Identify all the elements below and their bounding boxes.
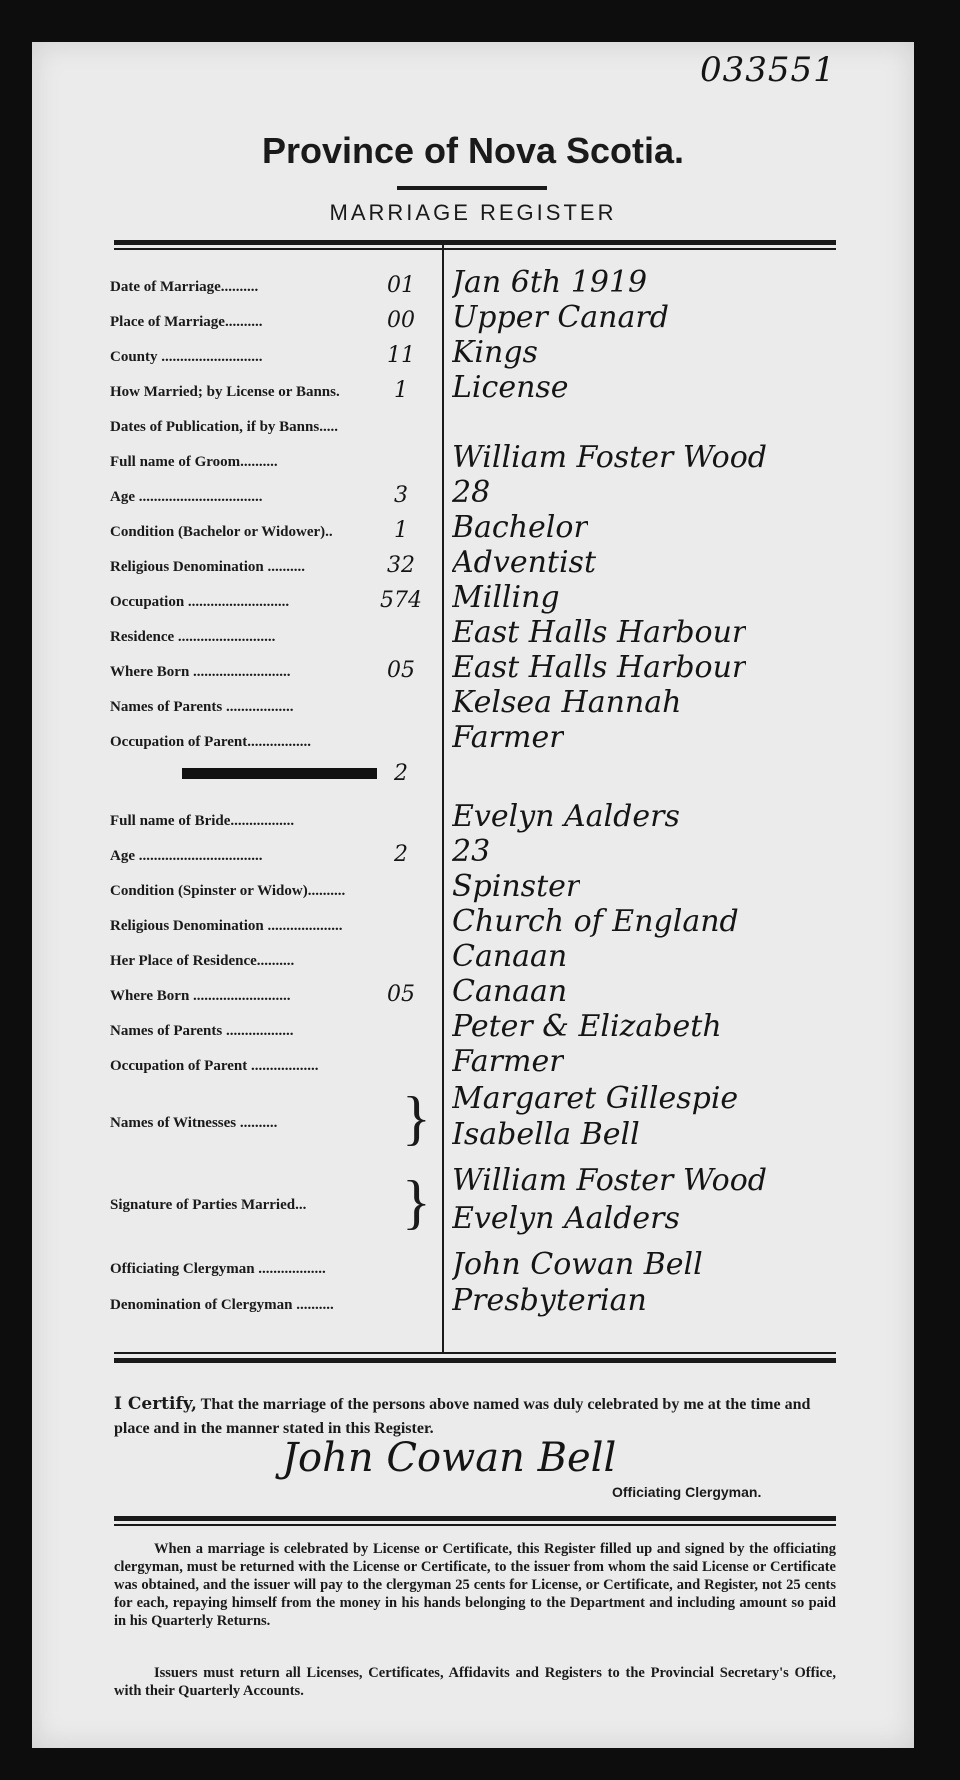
field-value: Farmer <box>452 720 564 755</box>
certify-text: That the marriage of the persons above named was duly celebrated by me at the time and place and in the manner stated in this Register. <box>114 1396 811 1437</box>
field-label: How Married; by License or Banns. <box>110 384 340 400</box>
witness-line-2 <box>32 1115 914 1152</box>
field-label: Denomination of Clergyman .......... <box>110 1297 334 1313</box>
header-divider-thin <box>114 248 836 250</box>
form-title: Province of Nova Scotia. <box>261 130 685 171</box>
field-row-bride-religion <box>32 905 914 939</box>
field-label: Age ................................. <box>110 489 263 505</box>
field-label: Religious Denomination .......... <box>110 559 306 575</box>
field-value: Adventist <box>452 545 596 580</box>
field-code: 11 <box>387 343 415 368</box>
field-value: Upper Canard <box>452 300 669 335</box>
field-code: 05 <box>387 982 415 1007</box>
field-row-bride-age <box>32 835 914 869</box>
field-label: Where Born .......................... <box>110 988 291 1004</box>
field-row-groom-parents <box>32 686 914 720</box>
signature-caption: Officiating Clergyman. <box>612 1484 762 1500</box>
field-value: Church of England <box>452 904 739 939</box>
field-value: 23 <box>452 834 491 869</box>
document-number: 033551 <box>700 50 836 90</box>
field-label: County ........................... <box>110 349 263 365</box>
clergyman-signature: John Cowan Bell <box>282 1435 617 1481</box>
notice-divider <box>114 1516 836 1521</box>
field-label: Date of Marriage.......... <box>110 279 259 295</box>
header-divider <box>114 240 836 245</box>
field-row-county <box>32 336 914 370</box>
field-value: Spinster <box>452 869 581 904</box>
field-row-groom-parent-occupation <box>32 721 914 755</box>
field-row-bride-birthplace <box>32 975 914 1009</box>
field-label: Signature of Parties Married... <box>110 1197 307 1213</box>
field-label: Dates of Publication, if by Banns..... <box>110 419 338 435</box>
notice-paragraph-1: When a marriage is celebrated by License or Certificate, this Register filled up and signed by the officiating clergyman, must be returned with the License or Certificate, to the issuer from whom the said License or Certificate was obtained, and the issuer will pay to the clergyman 25 cents for License, or Certificate, and Register, not 25 cents for each, repaying himself from the money in his hands belonging to the Department and including amount so paid in his Quarterly Returns. <box>114 1541 836 1629</box>
field-value: License <box>452 370 569 405</box>
field-label: Full name of Bride................. <box>110 813 295 829</box>
field-code: 2 <box>394 761 408 786</box>
field-label: Where Born .......................... <box>110 664 291 680</box>
field-value: Evelyn Aalders <box>452 799 680 834</box>
field-code: 05 <box>387 658 415 683</box>
field-row-how-married <box>32 371 914 405</box>
field-row-groom-name <box>32 441 914 475</box>
field-code: 3 <box>394 483 408 508</box>
field-row-bride-name <box>32 800 914 834</box>
field-row-date-of-marriage <box>32 266 914 300</box>
field-value: Canaan <box>452 939 568 974</box>
field-row-officiating-clergyman <box>32 1248 914 1282</box>
field-row-place-of-marriage <box>32 301 914 335</box>
signature-brace-icon: } <box>402 1169 431 1235</box>
field-row-groom-residence <box>32 616 914 650</box>
field-label: Occupation of Parent .................. <box>110 1058 319 1074</box>
field-label: Condition (Bachelor or Widower).. <box>110 524 333 540</box>
field-label: Occupation of Parent................. <box>110 734 311 750</box>
field-label: Names of Parents .................. <box>110 1023 294 1039</box>
field-label: Place of Marriage.......... <box>110 314 263 330</box>
field-row-bride-condition <box>32 870 914 904</box>
field-row-bride-parents <box>32 1010 914 1044</box>
field-code: 1 <box>394 518 408 543</box>
form-subtitle: MARRIAGE REGISTER <box>329 200 617 225</box>
signature-line-2 <box>32 1197 914 1236</box>
field-row-bride-residence <box>32 940 914 974</box>
field-value: Kings <box>452 335 538 370</box>
field-value: John Cowan Bell <box>452 1247 703 1282</box>
field-row-groom-occupation <box>32 581 914 615</box>
field-value: Bachelor <box>452 510 588 545</box>
field-code: 00 <box>387 308 415 333</box>
field-code: 2 <box>394 842 408 867</box>
field-row-groom-religion <box>32 546 914 580</box>
field-code: 01 <box>387 273 415 298</box>
field-value: Milling <box>452 580 560 615</box>
field-code: 574 <box>380 588 422 613</box>
field-value: Jan 6th 1919 <box>452 265 648 300</box>
field-label: Religious Denomination .................... <box>110 918 343 934</box>
field-label: Residence .......................... <box>110 629 276 645</box>
witness-line-1 <box>32 1082 914 1116</box>
field-value: East Halls Harbour <box>452 650 747 685</box>
notice-divider-thin <box>114 1524 836 1526</box>
field-label: Full name of Groom.......... <box>110 454 278 470</box>
field-value: Farmer <box>452 1044 564 1079</box>
field-value: 28 <box>452 475 491 510</box>
field-value: Kelsea Hannah <box>452 685 682 720</box>
field-label: Names of Witnesses .......... <box>110 1115 278 1131</box>
title-underline <box>397 186 547 190</box>
field-label: Her Place of Residence.......... <box>110 953 295 969</box>
bride-section-marker <box>32 754 914 788</box>
certification-statement <box>114 1392 836 1441</box>
field-value: Canaan <box>452 974 568 1009</box>
signature-name: William Foster Wood <box>452 1163 767 1198</box>
field-row-groom-age <box>32 476 914 510</box>
signature-name: Evelyn Aalders <box>452 1201 680 1236</box>
field-label: Names of Parents .................. <box>110 699 294 715</box>
field-label: Officiating Clergyman .................. <box>110 1261 326 1277</box>
field-code: 32 <box>387 553 415 578</box>
witness-name: Isabella Bell <box>452 1117 640 1152</box>
signature-line-1 <box>32 1164 914 1198</box>
field-label: Age ................................. <box>110 848 263 864</box>
marriage-register-form <box>32 42 914 1748</box>
field-value: William Foster Wood <box>452 440 767 475</box>
certification-divider-thin <box>114 1352 836 1354</box>
field-row-dates-of-publication <box>32 406 914 440</box>
field-row-bride-parent-occupation <box>32 1045 914 1079</box>
field-value: Presbyterian <box>452 1283 647 1318</box>
field-value: Peter & Elizabeth <box>452 1009 722 1044</box>
certify-lead: I Certify, <box>114 1394 197 1414</box>
field-code: 1 <box>394 378 408 403</box>
field-row-groom-condition <box>32 511 914 545</box>
field-value: East Halls Harbour <box>452 615 747 650</box>
field-row-groom-birthplace <box>32 651 914 685</box>
field-row-clergy-denomination <box>32 1284 914 1318</box>
field-label: Condition (Spinster or Widow).......... <box>110 883 346 899</box>
field-label: Occupation ........................... <box>110 594 290 610</box>
witness-name: Margaret Gillespie <box>452 1081 739 1116</box>
witness-brace-icon: } <box>402 1085 431 1151</box>
certification-divider <box>114 1358 836 1363</box>
notice-paragraph-2: Issuers must return all Licenses, Certificates, Affidavits and Registers to the Provincial Secretary's Office, with their Quarterly Accounts. <box>114 1665 836 1699</box>
